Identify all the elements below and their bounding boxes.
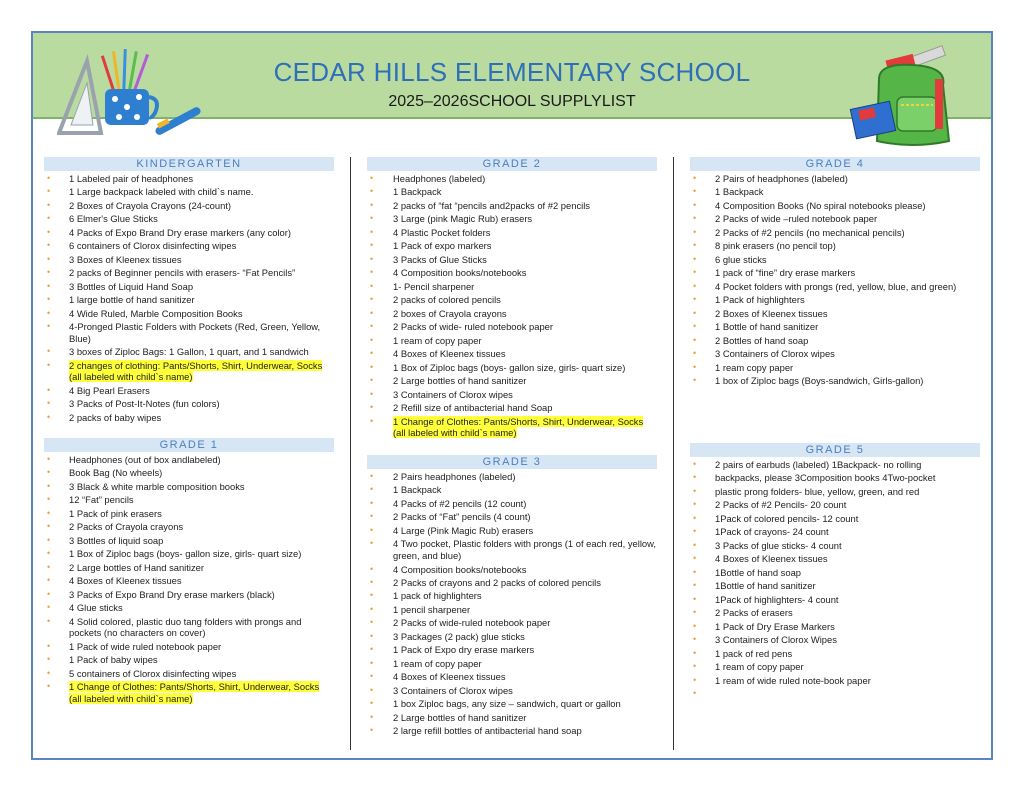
list-item: • 1Bottle of hand sanitizer xyxy=(690,580,980,592)
list-item: • 3 Black & white marble composition books xyxy=(44,481,334,493)
list-subtitle: 2025–2026SCHOOL SUPPLYLIST xyxy=(388,93,636,110)
list-item: • 1 Bottle of hand sanitizer xyxy=(690,321,980,333)
list-item: • 2 Packs of #2 Pencils- 20 count xyxy=(690,499,980,511)
list-item: • 6 Elmer's Glue Sticks xyxy=(44,213,334,225)
list-item: • 1- Pencil sharpener xyxy=(367,281,657,293)
list-item: • 3 Large (pink Magic Rub) erasers xyxy=(367,213,657,225)
list-item: • 4 Big Pearl Erasers xyxy=(44,385,334,397)
list-item: • 1 ream of copy paper xyxy=(367,335,657,347)
list-item: • 4 Boxes of Kleenex tissues xyxy=(44,575,334,587)
list-item: • 4 Two pocket, Plastic folders with prongs (1 of each red, yellow, green, and blue) xyxy=(367,538,657,561)
section-heading: GRADE 3 xyxy=(367,455,657,469)
list-item: • 4 Pocket folders with prongs (red, yellow, blue, and green) xyxy=(690,281,980,293)
list-item: • 3 Packs of Post-It-Notes (fun colors) xyxy=(44,398,334,410)
grade1-section xyxy=(44,438,334,706)
list-item: • Book Bag (No wheels) xyxy=(44,467,334,479)
art-supplies-illustration xyxy=(57,41,207,141)
column-divider xyxy=(673,157,674,750)
list-item: • 1 ream copy paper xyxy=(690,362,980,374)
list-item: • 2 Boxes of Crayola Crayons (24-count) xyxy=(44,200,334,212)
list-item: • 4 Packs of #2 pencils (12 count) xyxy=(367,498,657,510)
list-item: • 2 Pairs of headphones (labeled) xyxy=(690,173,980,185)
list-item: • plastic prong folders- blue, yellow, green, and red xyxy=(690,486,980,498)
list-item: • 1 box Ziploc bags, any size – sandwich, quart or gallon xyxy=(367,698,657,710)
list-item: • 3 Bottles of liquid soap xyxy=(44,535,334,547)
list-item: • 8 pink erasers (no pencil top) xyxy=(690,240,980,252)
list-item: • 1Pack of colored pencils- 12 count xyxy=(690,513,980,525)
list-item: • 4 Glue sticks xyxy=(44,602,334,614)
list-item: • 2 Large bottles of hand sanitizer xyxy=(367,375,657,387)
list-item: • 3 boxes of Ziploc Bags: 1 Gallon, 1 quart, and 1 sandwich xyxy=(44,346,334,358)
list-item: • 1Pack of crayons- 24 count xyxy=(690,526,980,538)
list-item: • 5 containers of Clorox disinfecting wipes xyxy=(44,668,334,680)
grade4-section xyxy=(690,157,980,389)
list-item: • 4 Wide Ruled, Marble Composition Books xyxy=(44,308,334,320)
list-item: • 4 Composition books/notebooks xyxy=(367,267,657,279)
supply-list xyxy=(690,459,980,686)
list-item: • 1Bottle of hand soap xyxy=(690,567,980,579)
list-item: • 3 Packs of glue sticks- 4 count xyxy=(690,540,980,552)
list-item: • 1 Pack of baby wipes xyxy=(44,654,334,666)
list-item: • 2 large refill bottles of antibacterial hand soap xyxy=(367,725,657,737)
list-item-highlighted xyxy=(44,681,334,704)
section-heading: GRADE 4 xyxy=(690,157,980,171)
list-item: • 2 Packs of “Fat” pencils (4 count) xyxy=(367,511,657,523)
section-heading: GRADE 5 xyxy=(690,443,980,457)
backpack-illustration xyxy=(817,39,967,149)
supply-list xyxy=(690,173,980,387)
highlight: 1 Change of Clothes: Pants/Shorts, Shirt, Underwear, Socks (all labeled with child`s name) xyxy=(393,415,644,439)
list-item: • 4 Large (Pink Magic Rub) erasers xyxy=(367,525,657,537)
list-item: • 4 Composition books/notebooks xyxy=(367,564,657,576)
list-item: • 1 ream of copy paper xyxy=(690,661,980,673)
list-item: • 4 Composition Books (No spiral notebooks please) xyxy=(690,200,980,212)
list-item: • 4 Packs of Expo Brand Dry erase markers (any color) xyxy=(44,227,334,239)
supply-list xyxy=(44,173,334,424)
list-item: • 2 Packs of Crayola crayons xyxy=(44,521,334,533)
school-name: CEDAR HILLS ELEMENTARY SCHOOL xyxy=(273,57,751,87)
list-item: • 2 Large bottles of hand sanitizer xyxy=(367,712,657,724)
list-item: • 3 Packs of Expo Brand Dry erase markers (black) xyxy=(44,589,334,601)
list-item: • 3 Bottles of Liquid Hand Soap xyxy=(44,281,334,293)
list-item: • 2 Boxes of Kleenex tissues xyxy=(690,308,980,320)
list-item: • 1 pack of highlighters xyxy=(367,590,657,602)
list-item: • Headphones (labeled) xyxy=(367,173,657,185)
list-item: • 2 Packs of wide –ruled notebook paper xyxy=(690,213,980,225)
list-item: • 2 boxes of Crayola crayons xyxy=(367,308,657,320)
list-item: • 2 Packs of crayons and 2 packs of colored pencils xyxy=(367,577,657,589)
list-item: • 2 Packs of wide-ruled notebook paper xyxy=(367,617,657,629)
list-item: • 1 Pack of Dry Erase Markers xyxy=(690,621,980,633)
list-item: • 2 Pairs headphones (labeled) xyxy=(367,471,657,483)
list-item: • 2 packs of baby wipes xyxy=(44,412,334,424)
list-item: • 6 glue sticks xyxy=(690,254,980,266)
list-item: • 6 containers of Clorox disinfecting wipes xyxy=(44,240,334,252)
list-item: • 4 Solid colored, plastic duo tang folders with prongs and pockets (no characters on cover) xyxy=(44,616,334,639)
list-item: • 3 Packs of Glue Sticks xyxy=(367,254,657,266)
section-heading: GRADE 2 xyxy=(367,157,657,171)
list-item: • 1 Pack of highlighters xyxy=(690,294,980,306)
list-item: • 1 Backpack xyxy=(367,186,657,198)
list-item: • Headphones (out of box andlabeled) xyxy=(44,454,334,466)
list-item: • 1 pack of “fine” dry erase markers xyxy=(690,267,980,279)
list-item: • 3 Containers of Clorox Wipes xyxy=(690,634,980,646)
list-item: • 3 Containers of Clorox wipes xyxy=(367,389,657,401)
list-item: • 4 Boxes of Kleenex tissues xyxy=(367,671,657,683)
list-item: • 4 Boxes of Kleenex tissues xyxy=(690,553,980,565)
list-item: • 2 packs of colored pencils xyxy=(367,294,657,306)
list-item: • 12 “Fat” pencils xyxy=(44,494,334,506)
list-item: • 1 Labeled pair of headphones xyxy=(44,173,334,185)
list-item: • 1 Pack of expo markers xyxy=(367,240,657,252)
list-item: • 2 packs of Beginner pencils with erasers- “Fat Pencils” xyxy=(44,267,334,279)
list-item: • backpacks, please 3Composition books 4Two-pocket xyxy=(690,472,980,484)
list-item: • 1 Box of Ziploc bags (boys- gallon size, girls- quart size) xyxy=(367,362,657,374)
list-item: • 1 Pack of pink erasers xyxy=(44,508,334,520)
section-heading: KINDERGARTEN xyxy=(44,157,334,171)
list-item: • 1 Pack of Expo dry erase markers xyxy=(367,644,657,656)
section-heading: GRADE 1 xyxy=(44,438,334,452)
list-item: • 1 Large backpack labeled with child`s name. xyxy=(44,186,334,198)
list-item: • 2 pairs of earbuds (labeled) 1Backpack- no rolling xyxy=(690,459,980,471)
highlight: 2 changes of clothing: Pants/Shorts, Shirt, Underwear, Socks (all labeled with child`s name) xyxy=(69,359,323,383)
list-item-highlighted xyxy=(367,416,657,439)
list-item: • 2 Large bottles of Hand sanitizer xyxy=(44,562,334,574)
list-item: • 2 packs of “fat “pencils and2packs of #2 pencils xyxy=(367,200,657,212)
list-item: • 4 Plastic Pocket folders xyxy=(367,227,657,239)
supply-list xyxy=(367,173,657,439)
list-item: • 1 pack of red pens xyxy=(690,648,980,660)
list-item: • 3 Boxes of Kleenex tissues xyxy=(44,254,334,266)
header-banner xyxy=(33,33,991,119)
supply-list xyxy=(44,454,334,705)
list-item: • 1Pack of highlighters- 4 count xyxy=(690,594,980,606)
list-item: • 3 Packages (2 pack) glue sticks xyxy=(367,631,657,643)
list-item: • 1 box of Ziploc bags (Boys-sandwich, Girls-gallon) xyxy=(690,375,980,387)
list-item: • 4-Pronged Plastic Folders with Pockets (Red, Green, Yellow, Blue) xyxy=(44,321,334,344)
list-item: • 2 Refill size of antibacterial hand Soap xyxy=(367,402,657,414)
list-item: • 1 ream of copy paper xyxy=(367,658,657,670)
grade3-section xyxy=(367,455,657,739)
list-item: • 1 pencil sharpener xyxy=(367,604,657,616)
list-item: • 2 Packs of #2 pencils (no mechanical pencils) xyxy=(690,227,980,239)
list-item: • 4 Boxes of Kleenex tissues xyxy=(367,348,657,360)
list-item: • 2 Packs of erasers xyxy=(690,607,980,619)
list-item-highlighted xyxy=(44,360,334,383)
kindergarten-section xyxy=(44,157,334,425)
list-item: • 1 Backpack xyxy=(690,186,980,198)
list-item: • 1 Backpack xyxy=(367,484,657,496)
grade2-section xyxy=(367,157,657,441)
supply-list xyxy=(367,471,657,737)
list-item: • 2 Bottles of hand soap xyxy=(690,335,980,347)
list-item: • 1 Box of Ziploc bags (boys- gallon size, girls- quart size) xyxy=(44,548,334,560)
column-divider xyxy=(350,157,351,750)
list-item: • 3 Containers of Clorox wipes xyxy=(690,348,980,360)
highlight: 1 Change of Clothes: Pants/Shorts, Shirt, Underwear, Socks (all labeled with child`s name) xyxy=(69,681,320,704)
list-item: • 2 Packs of wide- ruled notebook paper xyxy=(367,321,657,333)
list-item: • 1 Pack of wide ruled notebook paper xyxy=(44,641,334,653)
list-item: • 1 ream of wide ruled note-book paper xyxy=(690,675,980,687)
grade5-section xyxy=(690,443,980,688)
list-item: • 3 Containers of Clorox wipes xyxy=(367,685,657,697)
list-item: • 1 large bottle of hand sanitizer xyxy=(44,294,334,306)
